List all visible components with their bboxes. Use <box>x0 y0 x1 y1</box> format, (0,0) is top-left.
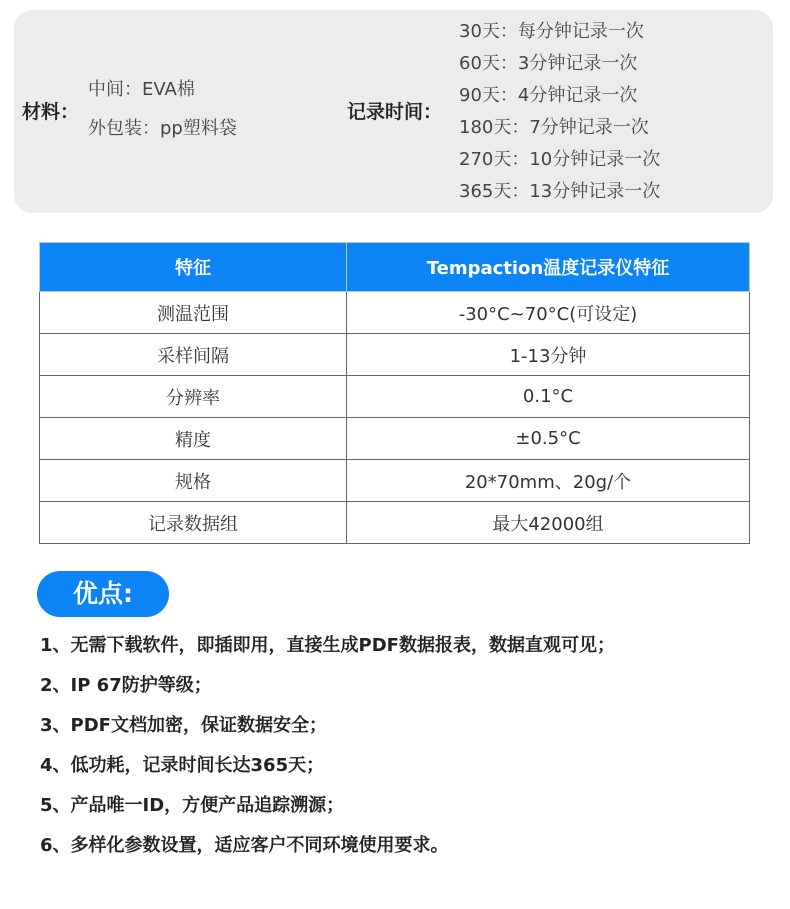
advantage-item: 1、无需下载软件，即插即用，直接生成PDF数据报表，数据直观可见； <box>40 635 615 656</box>
table-header-row <box>40 243 750 292</box>
advantage-item: 6、多样化参数设置，适应客户不同环境使用要求。 <box>40 835 449 856</box>
table-header-feature: 特征 <box>40 243 347 292</box>
record-time-item: 60天：3分钟记录一次 <box>459 53 638 74</box>
table-cell-feature: 分辨率 <box>40 376 347 418</box>
record-time-item: 180天：7分钟记录一次 <box>459 117 649 138</box>
table-cell-feature: 测温范围 <box>40 292 347 334</box>
record-time-item: 90天：4分钟记录一次 <box>459 85 638 106</box>
table-cell-value: -30°C~70°C(可设定) <box>347 292 750 334</box>
table-row <box>40 460 750 502</box>
materials-list <box>88 78 237 156</box>
table-row <box>40 334 750 376</box>
record-time-label: 记录时间： <box>347 101 443 123</box>
info-card <box>14 10 773 213</box>
advantage-item: 2、IP 67防护等级； <box>40 675 212 696</box>
table-cell-value: 最大42000组 <box>347 502 750 544</box>
table-cell-value: 0.1°C <box>347 376 750 418</box>
table-header-spec: Tempaction温度记录仪特征 <box>347 243 750 292</box>
table-cell-feature: 记录数据组 <box>40 502 347 544</box>
material-item: 中间：EVA棉 <box>88 79 195 100</box>
table-cell-value: 1-13分钟 <box>347 334 750 376</box>
table-cell-value: 20*70mm、20g/个 <box>347 460 750 502</box>
advantage-item: 4、低功耗，记录时间长达365天； <box>40 755 325 776</box>
table-cell-feature: 采样间隔 <box>40 334 347 376</box>
table-row <box>40 292 750 334</box>
record-time-list <box>459 20 660 212</box>
advantage-item: 5、产品唯一ID，方便产品追踪溯源； <box>40 795 345 816</box>
table-row <box>40 502 750 544</box>
table-cell-feature: 精度 <box>40 418 347 460</box>
table-cell-value: ±0.5°C <box>347 418 750 460</box>
material-item: 外包装：pp塑料袋 <box>88 118 237 139</box>
table-row <box>40 418 750 460</box>
record-time-item: 365天：13分钟记录一次 <box>459 181 661 202</box>
record-time-item: 270天：10分钟记录一次 <box>459 149 661 170</box>
table-cell-feature: 规格 <box>40 460 347 502</box>
advantage-item: 3、PDF文档加密，保证数据安全； <box>40 715 327 736</box>
spec-table <box>39 242 750 544</box>
table-row <box>40 376 750 418</box>
advantages-list <box>40 632 615 872</box>
record-time-item: 30天：每分钟记录一次 <box>459 21 644 42</box>
advantages-badge: 优点: <box>37 571 169 617</box>
materials-label: 材料： <box>22 101 80 123</box>
